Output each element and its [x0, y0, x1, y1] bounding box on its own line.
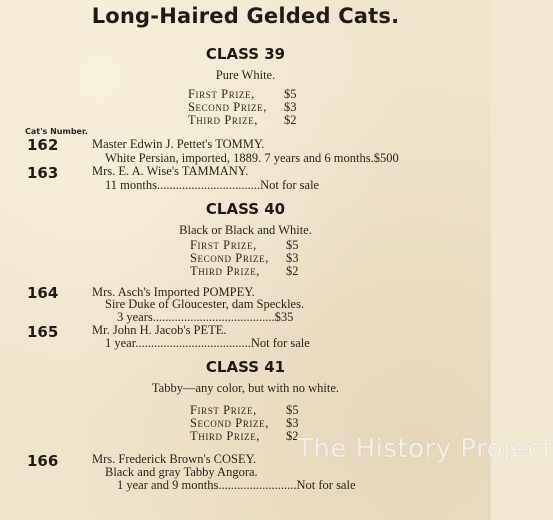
class-heading: CLASS 39 [205, 45, 286, 63]
prize-amount: $5 [286, 238, 299, 252]
prize-line [190, 429, 299, 444]
prize-amount: $2 [284, 113, 297, 127]
prize-label: Third Prize, [188, 113, 259, 127]
class-heading: CLASS 40 [205, 200, 286, 218]
prize-label: First Prize, [188, 87, 255, 101]
entry-detail: Sire Duke of Gloucester, dam Speckles. [105, 297, 305, 311]
entry-owner: Master Edwin J. Pettet's TOMMY. [92, 137, 265, 151]
entry-owner: Mrs. Asch's Imported POMPEY. [92, 285, 255, 299]
prize-label: Second Prize, [190, 251, 269, 265]
prize-amount: $2 [286, 429, 299, 443]
prize-amount: $3 [284, 100, 297, 114]
cat-number: 162 [27, 136, 59, 154]
class-heading: CLASS 41 [205, 358, 286, 376]
prize-amount: $3 [286, 416, 299, 430]
prize-line [190, 264, 299, 279]
prize-label: First Prize, [190, 403, 257, 417]
entry-detail: Black and gray Tabby Angora. [105, 465, 258, 479]
prize-label: Second Prize, [188, 100, 267, 114]
prize-line [188, 113, 297, 128]
prize-amount: $3 [286, 251, 299, 265]
entry-detail: 1 year and 9 months.........................Not for sale [117, 478, 356, 492]
page-title: Long-Haired Gelded Cats. [91, 4, 400, 28]
cat-number: 166 [27, 452, 59, 470]
entry-detail: 1 year.....................................Not for sale [105, 336, 310, 350]
entry-detail: White Persian, imported, 1889. 7 years and 6 months.$500 [105, 151, 399, 165]
watermark: The History Project [297, 434, 553, 464]
class-subtitle: Pure White. [215, 68, 276, 82]
class-subtitle: Tabby—any color, but with no white. [151, 381, 340, 395]
entry-owner: Mrs. E. A. Wise's TAMMANY. [92, 164, 249, 178]
prize-label: Third Prize, [190, 264, 261, 278]
cat-number: 164 [27, 284, 59, 302]
entry-owner: Mr. John H. Jacob's PETE. [92, 323, 227, 337]
cat-number: 163 [27, 164, 59, 182]
class-subtitle: Black or Black and White. [179, 223, 312, 237]
cat-number-header: Cat's Number. [25, 127, 88, 136]
prize-label: Second Prize, [190, 416, 269, 430]
entry-detail: 11 months.................................Not for sale [105, 178, 320, 192]
prize-amount: $2 [286, 264, 299, 278]
prize-label: Third Prize, [190, 429, 261, 443]
entry-detail: 3 years.......................................$35 [117, 310, 294, 324]
prize-amount: $5 [284, 87, 297, 101]
prize-label: First Prize, [190, 238, 257, 252]
prize-amount: $5 [286, 403, 299, 417]
cat-number: 165 [27, 323, 59, 341]
entry-owner: Mrs. Frederick Brown's COSEY. [92, 452, 257, 466]
